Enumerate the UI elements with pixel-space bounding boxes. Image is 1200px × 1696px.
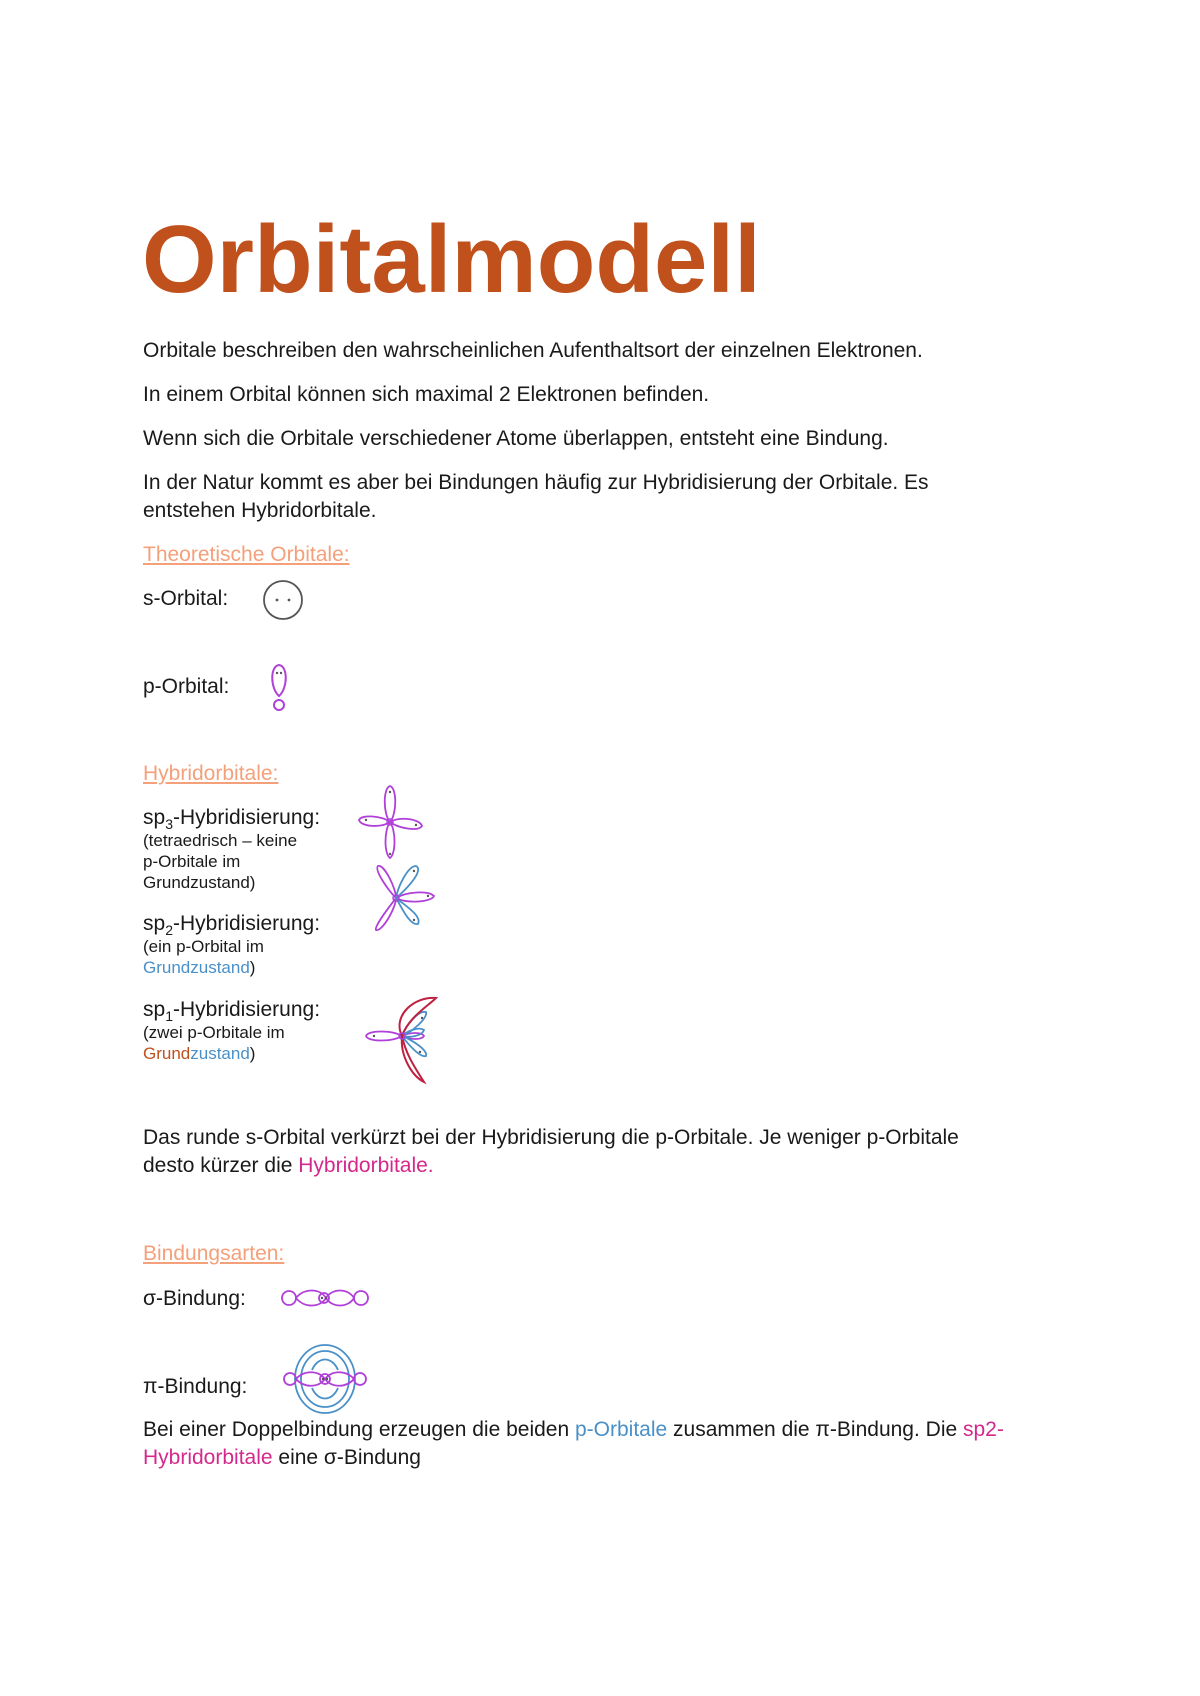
sp1-note-line-1: (zwei p-Orbitale im bbox=[143, 1023, 285, 1042]
pi-bond-label: π-Bindung: bbox=[143, 1375, 248, 1398]
sp3-note bbox=[143, 830, 297, 893]
sp2-note bbox=[143, 936, 264, 978]
sigma-bond-icon bbox=[280, 1284, 370, 1312]
double-bond-paragraph bbox=[143, 1416, 1004, 1472]
p-orbital-label: p-Orbital: bbox=[143, 675, 230, 698]
page-title: Orbitalmodell bbox=[142, 206, 761, 313]
sigma-bond-label: σ-Bindung: bbox=[143, 1287, 246, 1310]
sp2-hybrid-icon bbox=[370, 862, 438, 934]
sp1-prefix: sp bbox=[143, 998, 166, 1021]
sp1-note-zustand: zustand bbox=[190, 1044, 250, 1063]
intro-paragraph-1: Orbitale beschreiben den wahrscheinlichen Aufenthaltsort der einzelnen Elektronen. bbox=[143, 339, 923, 362]
intro-paragraph-4-line-1: In der Natur kommt es aber bei Bindungen häufig zur Hybridisierung der Orbitale. Es bbox=[143, 471, 929, 494]
double-bond-p-orbitale: p-Orbitale bbox=[575, 1418, 668, 1441]
double-bond-hybridorbitale: Hybridorbitale bbox=[143, 1446, 273, 1469]
sp2-note-close: ) bbox=[249, 958, 256, 977]
sp1-note-close: ) bbox=[249, 1044, 256, 1063]
sp1-subscript: 1 bbox=[165, 1008, 173, 1024]
intro-paragraph-2: In einem Orbital können sich maximal 2 Elektronen befinden. bbox=[143, 383, 710, 406]
shortening-paragraph bbox=[143, 1124, 959, 1180]
double-bond-line-1 bbox=[143, 1416, 1004, 1444]
intro-paragraph-4-line-2: entstehen Hybridorbitale. bbox=[143, 499, 377, 522]
sp3-suffix: -Hybridisierung: bbox=[172, 806, 321, 829]
s-orbital-label: s-Orbital: bbox=[143, 587, 229, 610]
double-bond-line-2 bbox=[143, 1444, 1004, 1472]
sp3-subscript: 3 bbox=[165, 816, 173, 832]
sp2-suffix: -Hybridisierung: bbox=[172, 912, 321, 935]
hybrid-orbitals-heading: Hybridorbitale: bbox=[143, 762, 279, 785]
sp2-note-grundzustand: Grundzustand bbox=[143, 958, 250, 977]
shortening-hybridorbitale: Hybridorbitale. bbox=[298, 1154, 434, 1177]
double-bond-sp2: sp2- bbox=[963, 1418, 1004, 1441]
double-bond-text-end: eine σ-Bindung bbox=[272, 1446, 421, 1469]
double-bond-text-a: Bei einer Doppelbindung erzeugen die beiden bbox=[143, 1418, 575, 1441]
sp1-note-grund: Grund bbox=[143, 1044, 191, 1063]
sp2-note-line-1: (ein p-Orbital im bbox=[143, 937, 264, 956]
sp1-note bbox=[143, 1022, 285, 1064]
sp3-note-line-1: (tetraedrisch – keine bbox=[143, 831, 298, 850]
intro-paragraph-3: Wenn sich die Orbitale verschiedener Atome überlappen, entsteht eine Bindung. bbox=[143, 427, 889, 450]
sp1-note-line-2 bbox=[143, 1043, 285, 1064]
sp3-prefix: sp bbox=[143, 806, 166, 829]
intro-paragraph-4 bbox=[143, 469, 929, 525]
shortening-line-2-start: desto kürzer die bbox=[143, 1154, 299, 1177]
sp1-hybrid-icon bbox=[362, 996, 442, 1084]
shortening-line-1: Das runde s-Orbital verkürzt bei der Hybridisierung die p-Orbitale. Je weniger p-Orbitale bbox=[143, 1126, 959, 1149]
s-orbital-icon bbox=[262, 579, 304, 621]
sp2-note-line-2 bbox=[143, 957, 264, 978]
sp2-subscript: 2 bbox=[165, 922, 173, 938]
p-orbital-icon bbox=[266, 662, 292, 714]
shortening-line-2 bbox=[143, 1152, 959, 1180]
sp3-note-line-3: Grundzustand) bbox=[143, 873, 256, 892]
theoretical-orbitals-heading: Theoretische Orbitale: bbox=[143, 543, 350, 566]
sp1-suffix: -Hybridisierung: bbox=[172, 998, 321, 1021]
bond-types-heading: Bindungsarten: bbox=[143, 1242, 285, 1265]
sp2-prefix: sp bbox=[143, 912, 166, 935]
sp3-note-line-2: p-Orbitale im bbox=[143, 852, 241, 871]
pi-bond-icon bbox=[282, 1342, 368, 1416]
sp3-hybrid-icon bbox=[356, 784, 426, 860]
double-bond-text-c: zusammen die π-Bindung. Die bbox=[667, 1418, 963, 1441]
